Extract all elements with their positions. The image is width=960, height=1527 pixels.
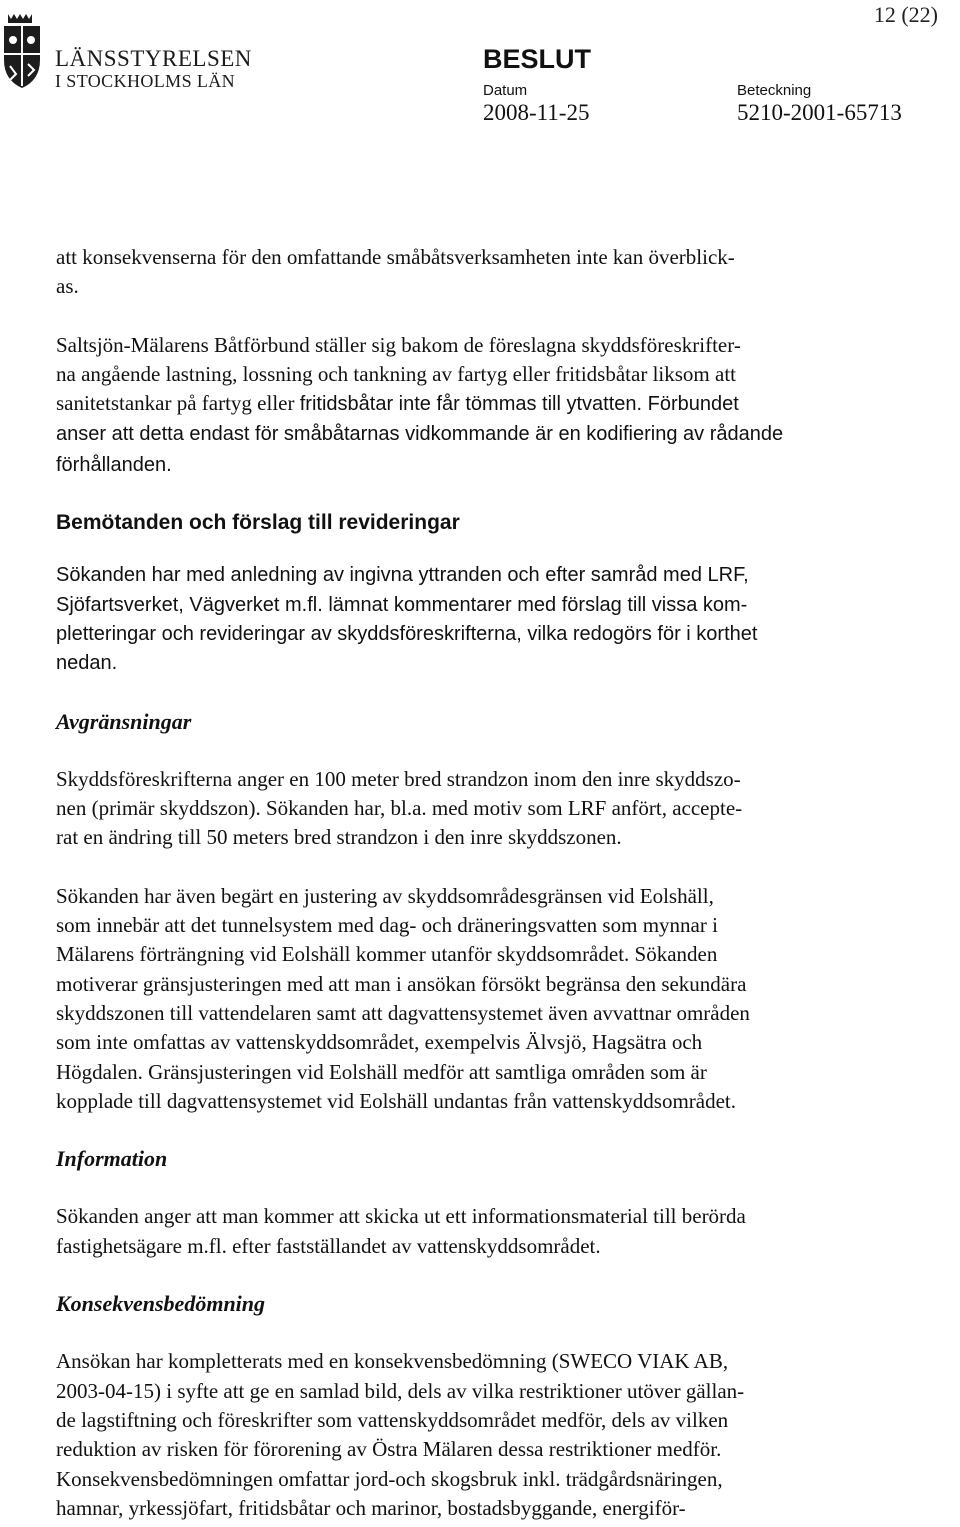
- text-line: Konsekvensbedömningen omfattar jord-och skogsbruk inkl. trädgårdsnäringen,: [56, 1466, 723, 1491]
- text-line: na angående lastning, lossning och tankning av fartyg eller fritidsbåtar liksom att: [56, 361, 736, 386]
- heading-bemotanden: Bemötanden och förslag till revideringar: [56, 511, 460, 535]
- text-line: rat en ändring till 50 meters bred strandzon i den inre skyddszonen.: [56, 825, 622, 850]
- text-line: att konsekvenserna för den omfattande småbåtsverksamheten inte kan överblick-: [56, 245, 735, 269]
- text-line: som innebär att det tunnelsystem med dag- och dräneringsvatten som mynnar i: [56, 913, 718, 938]
- logo: [0, 10, 252, 91]
- heading-information: Information: [56, 1146, 168, 1172]
- text-line: Högdalen. Gränsjusteringen vid Eolshäll medför att samtliga områden som är: [56, 1059, 707, 1084]
- text-line: reduktion av risken för förorening av Östra Mälaren dessa restriktioner medför.: [56, 1437, 722, 1462]
- reference-value: 5210-2001-65713: [737, 100, 902, 125]
- text-line: Sökanden anger att man kommer att skicka ut ett informationsmaterial till berörda: [56, 1204, 746, 1229]
- text-line: as.: [56, 274, 79, 299]
- logo-line-2: I STOCKHOLMS LÄN: [55, 71, 236, 91]
- paragraph-strandzon: [56, 765, 936, 853]
- text-line: sanitetstankar på fartyg eller: [56, 391, 300, 416]
- text-line: Sökanden har med anledning av ingivna yttranden och efter samråd med LRF,: [56, 564, 749, 587]
- text-line: skyddszonen till vattendelaren samt att dagvattensystemet även avvattnar områden: [56, 1000, 750, 1025]
- text-line: Skyddsföreskrifterna anger en 100 meter bred strandzon inom den inre skyddszo-: [56, 766, 741, 791]
- text-line: fritidsbåtar inte får tömmas till ytvatten. Förbundet: [299, 393, 739, 416]
- text-line: de lagstiftning och föreskrifter som vattenskyddsområdet medför, dels av vilken: [56, 1407, 729, 1432]
- page-number: 12 (22): [873, 2, 938, 27]
- date-value: 2008-11-25: [483, 100, 590, 125]
- text-line: nen (primär skyddszon). Sökanden har, bl.a. med motiv som LRF anfört, accepte-: [56, 796, 743, 821]
- heading-konsekvensbedomning: Konsekvensbedömning: [56, 1291, 266, 1317]
- reference-label: Beteckning: [737, 82, 812, 99]
- text-line: Saltsjön-Mälarens Båtförbund ställer sig bakom de föreslagna skyddsföreskrifter-: [56, 332, 741, 357]
- text-line: fastighetsägare m.fl. efter fastställandet av vattenskyddsområdet.: [56, 1233, 601, 1258]
- document-type: BESLUT: [483, 44, 591, 74]
- text-line: förhållanden.: [56, 453, 172, 476]
- text-line: nedan.: [56, 652, 118, 675]
- text-line: Sjöfartsverket, Vägverket m.fl. lämnat kommentarer med förslag till vissa kom-: [56, 593, 748, 616]
- text-line: pletteringar och revideringar av skyddsföreskrifterna, vilka redogörs för i korthet: [56, 622, 758, 645]
- text-line: Ansökan har kompletterats med en konsekvensbedömning (SWECO VIAK AB,: [56, 1349, 729, 1374]
- paragraph-information: [56, 1202, 936, 1261]
- paragraph-consequences: [56, 243, 936, 302]
- text-line: kopplade till dagvattensystemet vid Eolshäll undantas från vattenskyddsområdet.: [56, 1088, 737, 1113]
- text-line: hamnar, yrkessjöfart, fritidsbåtar och marinor, bostadsbyggande, energiför-: [56, 1495, 686, 1520]
- logo-line-1: LÄNSSTYRELSEN: [55, 46, 252, 71]
- coat-of-arms-icon: [0, 10, 44, 90]
- document-body: [56, 243, 936, 1523]
- paragraph-eolshall: [56, 882, 936, 1116]
- paragraph-sokanden-kommentarer: [56, 561, 936, 678]
- text-line: som inte omfattas av vattenskyddsområdet, exempelvis Älvsjö, Hagsätra och: [56, 1030, 703, 1055]
- text-line: 2003-04-15) i syfte att ge en samlad bild, dels av vilka restriktioner utöver gällan-: [56, 1378, 745, 1403]
- paragraph-konsekvensbedomning: [56, 1347, 936, 1523]
- text-line: Sökanden har även begärt en justering av skyddsområdesgränsen vid Eolshäll,: [56, 883, 714, 908]
- text-line: motiverar gränsjusteringen med att man i ansökan försökt begränsa den sekundära: [56, 971, 747, 996]
- text-line: anser att detta endast för småbåtarnas vidkommande är en kodifiering av rådande: [56, 423, 784, 446]
- heading-avgransningar: Avgränsningar: [56, 708, 192, 734]
- date-label: Datum: [483, 82, 528, 99]
- text-line: Mälarens förträngning vid Eolshäll kommer utanför skyddsområdet. Sökanden: [56, 942, 718, 967]
- paragraph-batforbund: [56, 331, 936, 480]
